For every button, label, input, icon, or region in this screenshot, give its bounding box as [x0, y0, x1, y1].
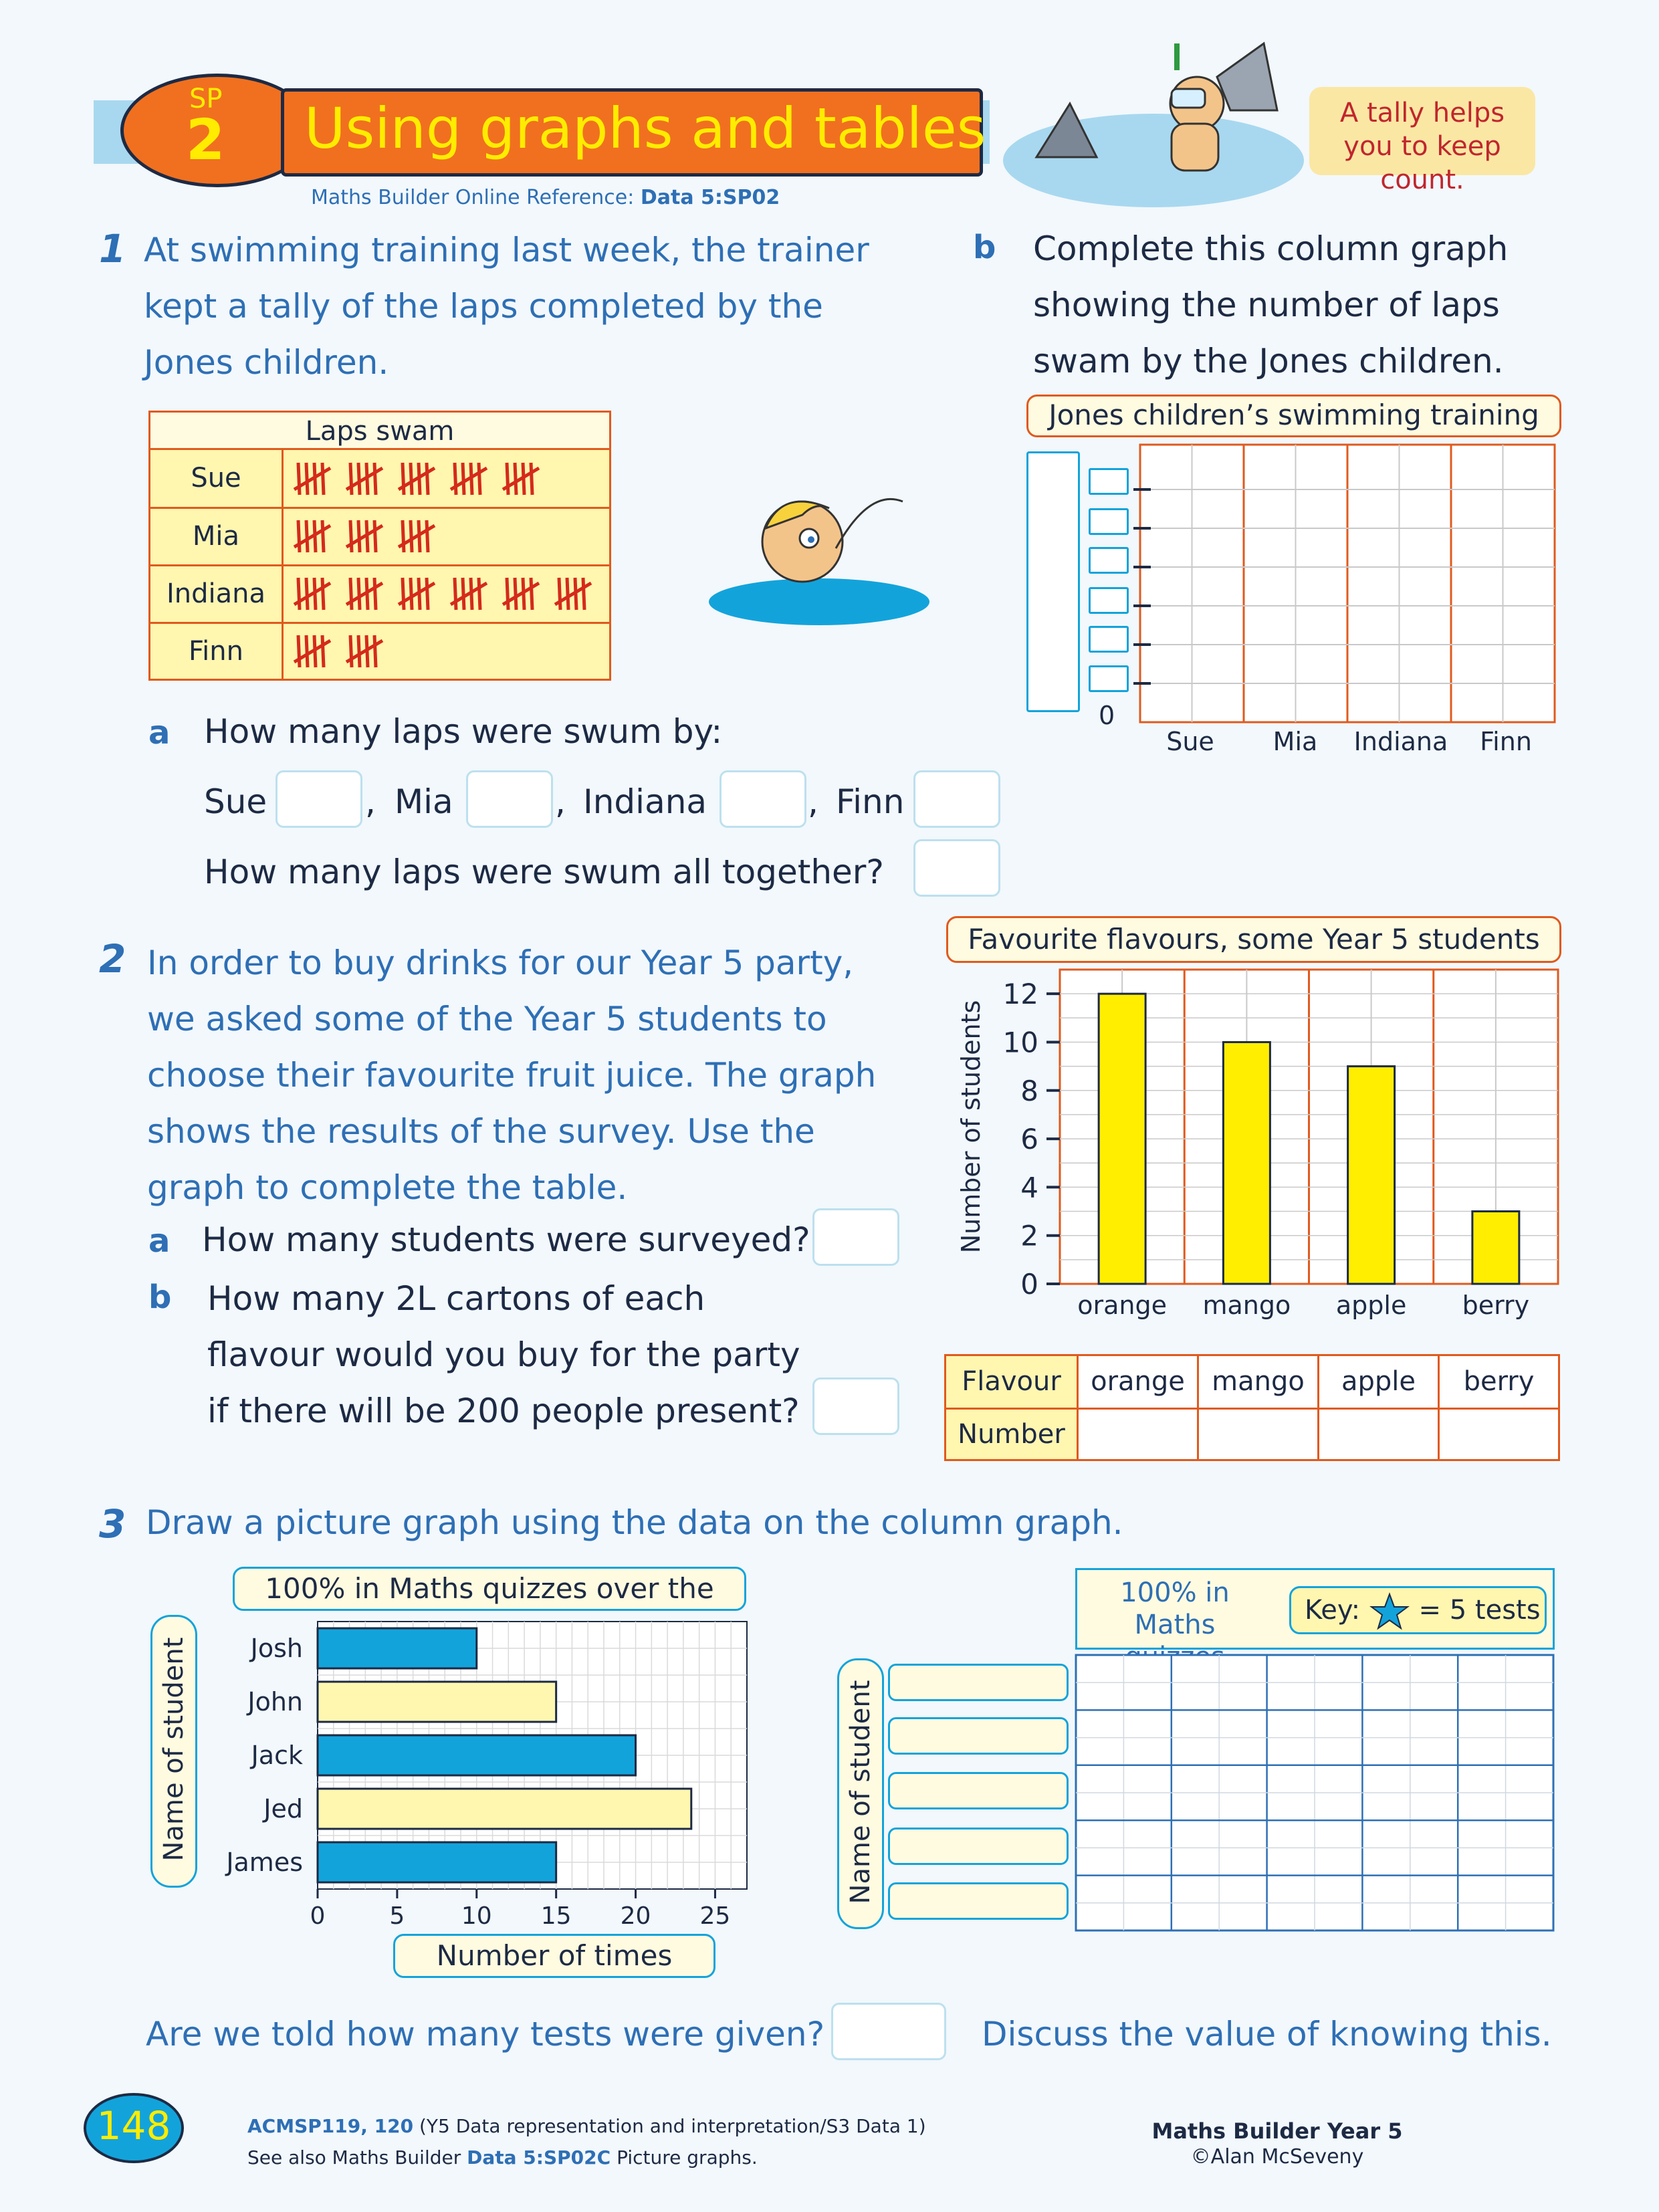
- tally-stroke: [531, 463, 532, 495]
- tally-group: [451, 463, 487, 495]
- tally-stroke: [427, 578, 428, 610]
- q3-question: Are we told how many tests were given?: [146, 2015, 825, 2054]
- tally-row-name: Indiana: [166, 578, 266, 609]
- tally-stroke: [322, 578, 324, 610]
- y-tick-label: 10: [1002, 1026, 1038, 1059]
- flavour-number-cell[interactable]: [1440, 1410, 1558, 1459]
- quiz-chart-xlabel: Number of times: [393, 1934, 715, 1978]
- answer-finn[interactable]: [913, 770, 1000, 828]
- badge-number: 2: [186, 107, 225, 173]
- answer-sue[interactable]: [275, 770, 362, 828]
- q2b-line: if there will be 200 people present?: [207, 1392, 800, 1430]
- y-axis-label: Number of students: [956, 1000, 986, 1254]
- swimming-boy-illustration: [702, 461, 936, 629]
- q1b-tick-box[interactable]: [1089, 547, 1129, 574]
- quiz-bar-chart: [201, 1615, 756, 1929]
- q1b-label: b: [973, 229, 996, 266]
- tally-group: [399, 463, 435, 495]
- x-tick-label: 0: [310, 1902, 326, 1929]
- tally-stroke: [507, 463, 508, 495]
- q1a-total-text: How many laps were swum all together?: [204, 853, 884, 891]
- answer-total-laps[interactable]: [913, 839, 1000, 897]
- bar-john: [318, 1682, 556, 1722]
- q1b-zero: 0: [1099, 701, 1115, 730]
- tally-stroke: [306, 635, 308, 667]
- tally-stroke: [298, 463, 300, 495]
- tally-stroke: [455, 578, 456, 610]
- tally-stroke: [298, 578, 300, 610]
- q2b-label: b: [148, 1279, 172, 1316]
- tally-group: [346, 463, 382, 495]
- flavour-chart-title: Favourite flavours, some Year 5 students: [946, 916, 1561, 963]
- tally-stroke: [411, 520, 412, 552]
- student-name-box[interactable]: [888, 1717, 1069, 1755]
- tally-row-name: Finn: [189, 636, 243, 667]
- star-icon: [1369, 1592, 1410, 1631]
- picture-graph-title-line: 100% in Maths: [1120, 1577, 1230, 1640]
- bar-mango: [1223, 1042, 1270, 1284]
- q2b-line: flavour would you buy for the party: [207, 1335, 800, 1374]
- reference-code: Data 5:SP02: [640, 186, 780, 209]
- q1-line: kept a tally of the laps completed by the: [144, 287, 823, 326]
- q1-number: 1: [99, 226, 126, 271]
- tally-stroke: [350, 463, 352, 495]
- q2b-text: [207, 1270, 800, 1439]
- y-tick-label: James: [226, 1848, 303, 1877]
- tally-stroke: [411, 578, 412, 610]
- tally-stroke: [515, 463, 516, 495]
- y-tick-label: 4: [1020, 1171, 1038, 1204]
- tally-stroke: [322, 463, 324, 495]
- q1b-tick-box[interactable]: [1089, 508, 1129, 535]
- tally-stroke: [559, 578, 560, 610]
- tally-group: [346, 635, 382, 667]
- quiz-chart-title: 100% in Maths quizzes over the: [233, 1567, 746, 1611]
- x-tick-label: 15: [540, 1902, 572, 1929]
- tally-stroke: [298, 635, 300, 667]
- x-tick-label: 10: [461, 1902, 492, 1929]
- tally-stroke: [374, 578, 376, 610]
- footer-see-code: Data 5:SP02C: [467, 2146, 611, 2169]
- q2a-label: a: [148, 1222, 171, 1260]
- q1a-name-indiana: Indiana: [583, 782, 707, 821]
- flavour-table-header: apple: [1341, 1366, 1416, 1397]
- y-tick-label: Josh: [250, 1634, 303, 1663]
- tally-stroke: [350, 635, 352, 667]
- tally-group: [346, 578, 382, 610]
- tally-stroke: [350, 578, 352, 610]
- answer-students-surveyed[interactable]: [812, 1208, 899, 1266]
- footer-see-prefix: See also Maths Builder: [247, 2146, 467, 2169]
- y-tick-label: 0: [1020, 1268, 1038, 1301]
- tally-stroke: [507, 578, 508, 610]
- y-tick-label: Jack: [251, 1741, 303, 1770]
- tally-table-title: Laps swam: [150, 413, 609, 450]
- q1b-tick-box[interactable]: [1089, 587, 1129, 614]
- tally-row-name: Sue: [191, 463, 241, 493]
- tally-stroke: [306, 463, 308, 495]
- x-tick-label: orange: [1077, 1291, 1167, 1320]
- picture-graph-key: [1289, 1586, 1547, 1634]
- tally-group: [503, 578, 539, 610]
- q1b-blank-grid[interactable]: [1133, 441, 1561, 726]
- bar-josh: [318, 1628, 477, 1668]
- reference-line: [311, 186, 780, 209]
- flavour-number-cell[interactable]: [1319, 1410, 1438, 1459]
- tally-stroke: [358, 520, 360, 552]
- q2-line: In order to buy drinks for our Year 5 party,: [147, 944, 854, 982]
- tally-stroke: [531, 578, 532, 610]
- tally-stroke: [374, 463, 376, 495]
- footer-see-suffix: Picture graphs.: [611, 2146, 758, 2169]
- tally-stroke: [403, 520, 404, 552]
- q1a-label: a: [148, 714, 171, 752]
- bar-jed: [318, 1789, 691, 1829]
- q1a-text: How many laps were swum by:: [204, 712, 723, 751]
- tally-stroke: [374, 520, 376, 552]
- callout-text: A tally helps you to keep count.: [1339, 98, 1505, 195]
- answer-indiana[interactable]: [720, 770, 806, 828]
- x-tick-label: 25: [699, 1902, 731, 1929]
- footer-codes: [247, 2115, 926, 2137]
- tally-stroke: [350, 520, 352, 552]
- reference-prefix: Maths Builder Online Reference:: [311, 186, 641, 209]
- q1b-tick-box[interactable]: [1089, 626, 1129, 653]
- q2-line: we asked some of the Year 5 students to: [147, 1000, 827, 1038]
- page-number: 148: [96, 2103, 171, 2148]
- bar-apple: [1348, 1067, 1395, 1284]
- q3-discuss: Discuss the value of knowing this.: [982, 2015, 1552, 2054]
- x-tick-label: apple: [1335, 1291, 1407, 1320]
- tally-stroke: [567, 578, 568, 610]
- tally-group: [399, 578, 435, 610]
- x-tick-label: berry: [1462, 1291, 1530, 1320]
- tally-stroke: [583, 578, 584, 610]
- tally-stroke: [358, 578, 360, 610]
- q3-number: 3: [99, 1501, 126, 1547]
- x-tick-label: 20: [620, 1902, 651, 1929]
- tally-stroke: [515, 578, 516, 610]
- tally-stroke: [427, 520, 428, 552]
- q1b-tick-box[interactable]: [1089, 665, 1129, 692]
- student-name-box[interactable]: [888, 1772, 1069, 1809]
- badge-sp: SP: [189, 84, 223, 114]
- q1b-line: swam by the Jones children.: [1033, 342, 1504, 380]
- tally-group: [346, 520, 382, 552]
- y-tick-label: John: [247, 1687, 303, 1717]
- shark-swimmer-illustration: [996, 30, 1311, 211]
- flavour-number-cell[interactable]: [1199, 1410, 1317, 1459]
- tally-group: [294, 520, 330, 552]
- q1b-tick-box[interactable]: [1089, 468, 1129, 495]
- flavour-table-header: berry: [1463, 1366, 1535, 1397]
- quiz-chart-ylabel: Name of student: [158, 1637, 189, 1862]
- q2b-line: How many 2L cartons of each: [207, 1279, 705, 1318]
- q1a-name-mia: Mia: [395, 782, 453, 821]
- tally-stroke: [455, 463, 456, 495]
- footer-book: Maths Builder Year 5: [1151, 2118, 1403, 2144]
- tally-stroke: [306, 520, 308, 552]
- footer-codes-bold: ACMSP119, 120: [247, 2115, 414, 2137]
- q1a-name-sue: Sue: [204, 782, 267, 821]
- tally-table: [148, 411, 611, 681]
- tally-stroke: [358, 635, 360, 667]
- tally-stroke: [403, 578, 404, 610]
- picture-graph-ylabel: Name of student: [845, 1680, 876, 1904]
- flavour-table: [944, 1354, 1560, 1461]
- y-tick-label: 12: [1002, 978, 1038, 1011]
- q2-line: choose their favourite fruit juice. The graph: [147, 1056, 877, 1095]
- tally-stroke: [411, 463, 412, 495]
- tally-marks: [284, 450, 609, 679]
- tally-group: [399, 520, 435, 552]
- q1b-category: Finn: [1480, 727, 1532, 756]
- footer-author: ©Alan McSeveny: [1190, 2145, 1364, 2169]
- q1b-category: Sue: [1166, 727, 1214, 756]
- q1b-chart-title: Jones children’s swimming training: [1026, 395, 1561, 437]
- bar-james: [318, 1842, 556, 1882]
- answer-mia[interactable]: [466, 770, 553, 828]
- q1-text: [144, 222, 869, 391]
- tally-stroke: [479, 463, 480, 495]
- flavour-column-chart: [950, 966, 1565, 1327]
- q1b-text: [1033, 221, 1508, 389]
- q1-line: Jones children.: [144, 343, 389, 382]
- q3-text: Draw a picture graph using the data on the column graph.: [146, 1503, 1123, 1542]
- q1a-name-finn: Finn: [836, 782, 905, 821]
- flavour-number-cell[interactable]: [1079, 1410, 1197, 1459]
- flavour-table-header: mango: [1212, 1366, 1305, 1397]
- tally-stroke: [374, 635, 376, 667]
- tally-group: [451, 578, 487, 610]
- tally-stroke: [298, 520, 300, 552]
- bar-jack: [318, 1735, 636, 1775]
- q1b-axis-label-box[interactable]: [1026, 451, 1080, 712]
- tally-row-name: Mia: [192, 521, 240, 552]
- tally-stroke: [306, 578, 308, 610]
- callout-note: [1309, 87, 1535, 195]
- student-name-box[interactable]: [888, 1882, 1069, 1920]
- y-tick-label: 8: [1020, 1074, 1038, 1107]
- q2-line: graph to complete the table.: [147, 1168, 628, 1207]
- q2-line: shows the results of the survey. Use the: [147, 1112, 815, 1151]
- tally-group: [503, 463, 539, 495]
- q1-line: At swimming training last week, the trainer: [144, 231, 869, 269]
- answer-cartons[interactable]: [812, 1377, 899, 1435]
- answer-tests-given[interactable]: [831, 2003, 946, 2060]
- tally-stroke: [427, 463, 428, 495]
- q2-number: 2: [99, 936, 126, 982]
- q2-text: [147, 935, 876, 1216]
- bar-berry: [1472, 1212, 1519, 1284]
- y-tick-label: 6: [1020, 1123, 1038, 1156]
- tally-group: [294, 463, 330, 495]
- key-value: = 5 tests: [1418, 1595, 1541, 1626]
- x-tick-label: mango: [1202, 1291, 1291, 1320]
- tally-stroke: [322, 520, 324, 552]
- tally-stroke: [479, 578, 480, 610]
- y-tick-label: 2: [1020, 1219, 1038, 1252]
- q1b-line: Complete this column graph: [1033, 229, 1509, 268]
- tally-stroke: [463, 463, 464, 495]
- flavour-table-header: orange: [1091, 1366, 1185, 1397]
- tally-group: [555, 578, 591, 610]
- flavour-table-row-label: Number: [958, 1419, 1065, 1450]
- footer-codes-desc: (Y5 Data representation and interpretation/S3 Data 1): [413, 2115, 926, 2137]
- q1b-line: showing the number of laps: [1033, 286, 1500, 324]
- student-name-box[interactable]: [888, 1828, 1069, 1865]
- flavour-table-header: Flavour: [962, 1366, 1061, 1397]
- footer-see-also: [247, 2146, 758, 2169]
- q2a-text: How many students were surveyed?: [202, 1220, 810, 1259]
- tally-group: [294, 578, 330, 610]
- tally-stroke: [403, 463, 404, 495]
- q1b-category: Mia: [1273, 727, 1318, 756]
- y-tick-label: Jed: [263, 1794, 303, 1823]
- tally-stroke: [358, 463, 360, 495]
- student-name-box[interactable]: [888, 1664, 1069, 1701]
- q1b-category: Indiana: [1353, 727, 1448, 756]
- tally-group: [294, 635, 330, 667]
- tally-stroke: [463, 578, 464, 610]
- picture-graph-grid[interactable]: [1074, 1653, 1557, 1934]
- x-tick-label: 5: [389, 1902, 405, 1929]
- bar-orange: [1099, 994, 1145, 1284]
- tally-stroke: [322, 635, 324, 667]
- key-label: Key:: [1305, 1595, 1361, 1626]
- page-title: Using graphs and tables: [304, 96, 986, 161]
